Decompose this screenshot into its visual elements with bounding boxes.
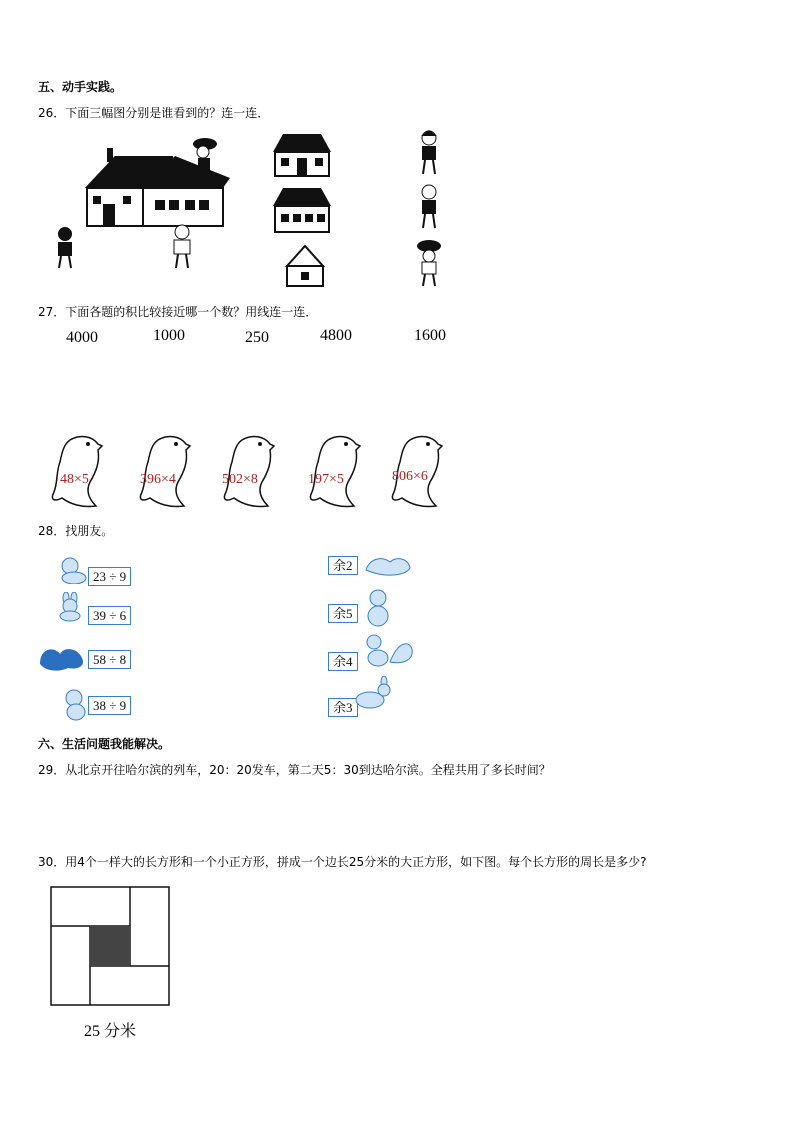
target-number-5: 1600: [414, 327, 446, 344]
house-view-gable: [287, 246, 323, 286]
division-card-3: 58 ÷ 8: [88, 650, 131, 669]
remainder-card-4: 余3: [328, 698, 358, 717]
expression-2: 396×4: [140, 472, 176, 487]
ghost-shapes: [30, 430, 460, 512]
ghost-4: [308, 437, 360, 507]
squirrel-icon: [38, 644, 90, 672]
section-five-title: 五、动手实践。: [38, 80, 123, 94]
target-number-1: 4000: [66, 329, 98, 346]
question-27-text: 27．下面各题的积比较接近哪一个数？用线连一连．: [38, 305, 318, 319]
target-number-4: 4800: [320, 327, 352, 344]
square-puzzle-figure: [50, 886, 172, 1008]
division-card-1: 23 ÷ 9: [88, 567, 131, 586]
monkey-right-icon: [362, 588, 396, 628]
remainder-card-1: 余2: [328, 556, 358, 575]
ghost-2: [140, 437, 190, 507]
remainder-card-2: 余5: [328, 604, 358, 623]
question-30-text: 30．用4个一样大的长方形和一个小正方形，拼成一个边长25分米的大正方形，如下图。每个长方形的周长是多少?: [38, 855, 647, 869]
expression-3: 502×8: [222, 472, 258, 487]
rabbit-icon: [54, 592, 88, 622]
remainder-card-3: 余4: [328, 652, 358, 671]
rabbit-right-icon: [348, 676, 402, 712]
question-26-text: 26．下面三幅图分别是谁看到的？连一连．: [38, 106, 270, 120]
ghost-5: [392, 437, 442, 507]
expression-1: 48×5: [60, 472, 89, 487]
squirrel-right-icon: [362, 632, 416, 670]
section-six-title: 六、生活问题我能解决。: [38, 737, 171, 751]
kid-left-1: [58, 227, 72, 268]
kid-bottom-1: [174, 225, 190, 268]
kid-right-1: [421, 130, 437, 174]
house-view-side-windows: [273, 188, 331, 232]
expression-5: 806×6: [392, 469, 428, 484]
question-29-text: 29．从北京开往哈尔滨的列车，20：20发车，第二天5：30到达哈尔滨。全程共用了多长时间？: [38, 763, 551, 777]
kid-right-umbrella: [417, 240, 441, 286]
small-center-square: [90, 926, 130, 966]
target-number-3: 250: [245, 329, 269, 346]
target-number-2: 1000: [153, 327, 185, 344]
question-28-text: 28．找朋友。: [38, 524, 114, 538]
ghost-1: [52, 437, 102, 507]
cat-icon: [56, 556, 90, 584]
division-card-2: 39 ÷ 6: [88, 606, 131, 625]
figure-side-label: 25 分米: [84, 1023, 137, 1040]
cat-right-icon: [364, 552, 414, 580]
house-view-front-door: [273, 134, 331, 176]
kid-right-2: [422, 185, 436, 228]
q26-illustration: [45, 128, 465, 293]
expression-4: 197×5: [308, 472, 344, 487]
ghost-3: [222, 437, 274, 507]
division-card-4: 38 ÷ 9: [88, 696, 131, 715]
